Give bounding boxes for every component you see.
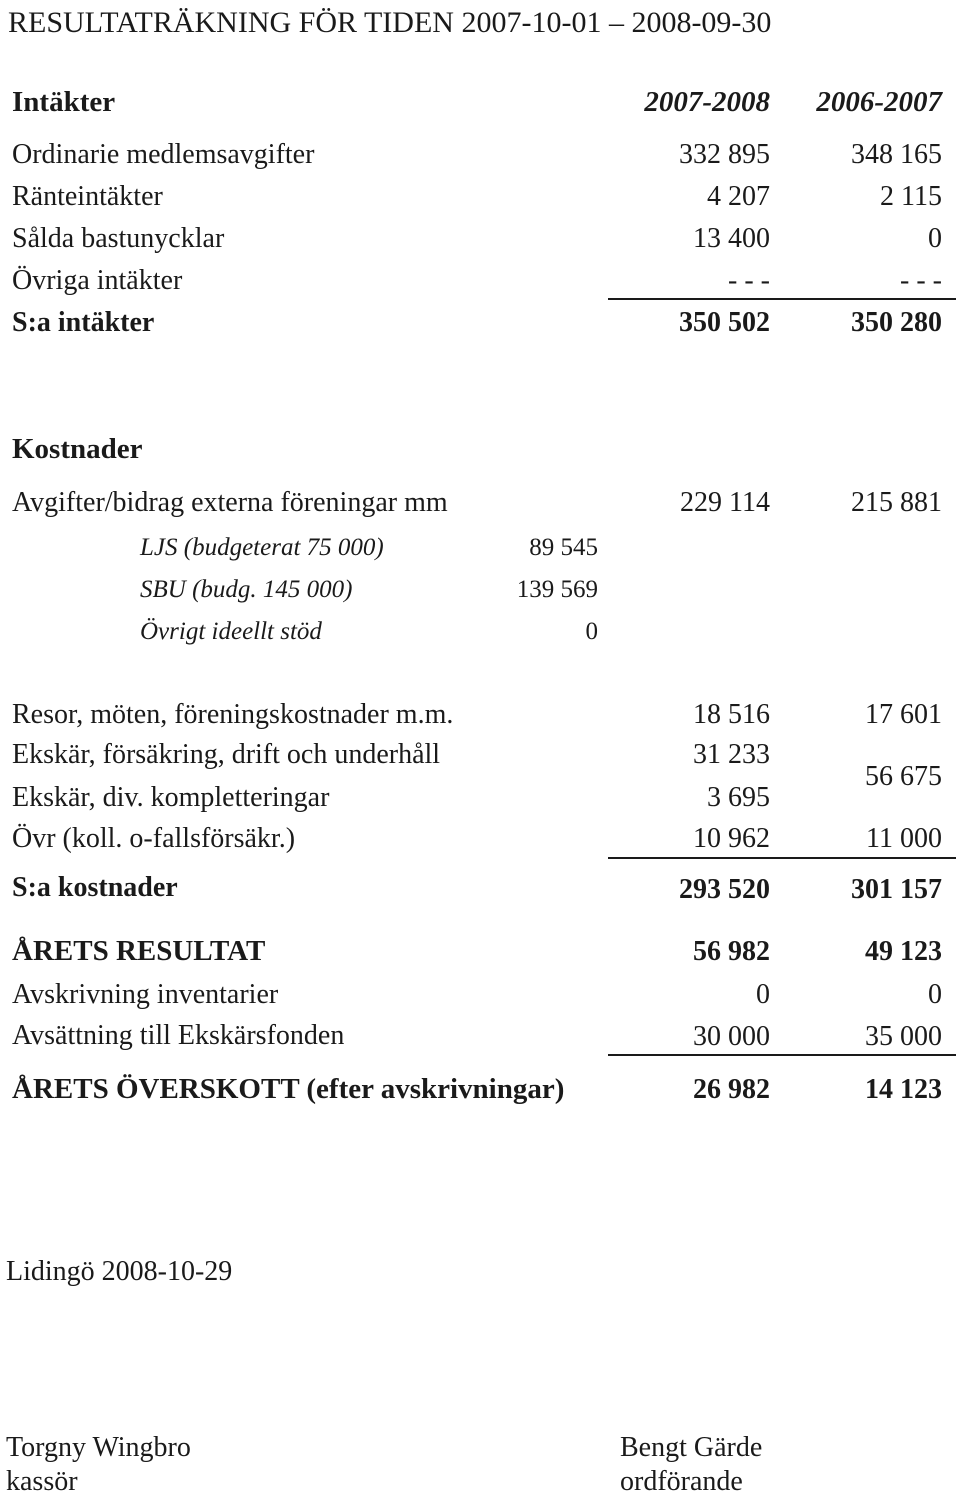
cost-row-label: Avgifter/bidrag externa föreningar mm (12, 487, 448, 518)
income-row-value-current: 13 400 (693, 223, 770, 254)
divider-line (608, 857, 956, 859)
cost-row-label: Ekskär, div. kompletteringar (12, 782, 330, 813)
costs-total-previous: 301 157 (851, 874, 942, 905)
divider-line (608, 298, 956, 300)
result-label: ÅRETS RESULTAT (12, 935, 266, 967)
income-row-value-current: 4 207 (707, 181, 770, 212)
surplus-label: ÅRETS ÖVERSKOTT (efter avskrivningar) (12, 1073, 565, 1105)
income-row-label: Övriga intäkter (12, 265, 183, 296)
allocation-current: 30 000 (693, 1021, 770, 1052)
breakdown-label: SBU (budg. 145 000) (140, 576, 353, 603)
cost-row-value-current: 229 114 (680, 487, 770, 518)
cost-row-value-previous: 11 000 (866, 823, 942, 854)
breakdown-label: LJS (budgeterat 75 000) (140, 534, 384, 561)
signer-role: kassör (6, 1466, 78, 1497)
allocation-previous: 35 000 (865, 1021, 942, 1052)
result-current: 56 982 (693, 936, 770, 967)
cost-row-label: Ekskär, försäkring, drift och underhåll (12, 739, 441, 770)
income-row-label: Ränteintäkter (12, 181, 163, 212)
income-row-value-previous: 348 165 (851, 139, 942, 170)
breakdown-value: 139 569 (516, 576, 598, 603)
depreciation-current: 0 (756, 979, 770, 1010)
cost-row-value-previous: 215 881 (851, 487, 942, 518)
income-total-label: S:a intäkter (12, 307, 155, 338)
income-row-value-current: - - - (728, 265, 770, 296)
ekskar-combined-previous: 56 675 (865, 761, 942, 792)
cost-row-label: Övr (koll. o-fallsförsäkr.) (12, 823, 296, 854)
cost-row-value-current: 3 695 (707, 782, 770, 813)
income-row-value-previous: 0 (928, 223, 942, 254)
cost-row-value-current: 18 516 (693, 699, 770, 730)
depreciation-label: Avskrivning inventarier (12, 979, 279, 1010)
column-header-2006-2007: 2006-2007 (816, 86, 942, 118)
breakdown-label: Övrigt ideellt stöd (140, 618, 322, 645)
divider-line (608, 1054, 956, 1056)
breakdown-value: 89 545 (529, 534, 598, 561)
costs-heading: Kostnader (12, 433, 143, 465)
income-row-value-current: 332 895 (679, 139, 770, 170)
result-previous: 49 123 (865, 936, 942, 967)
place-date: Lidingö 2008-10-29 (6, 1256, 233, 1287)
income-total-current: 350 502 (679, 307, 770, 338)
signer-name: Torgny Wingbro (6, 1432, 191, 1463)
costs-total-label: S:a kostnader (12, 872, 178, 903)
signer-role: ordförande (620, 1466, 743, 1497)
breakdown-value: 0 (585, 618, 598, 645)
costs-total-current: 293 520 (679, 874, 770, 905)
surplus-current: 26 982 (693, 1074, 770, 1105)
cost-row-value-current: 10 962 (693, 823, 770, 854)
allocation-label: Avsättning till Ekskärsfonden (12, 1020, 345, 1051)
cost-row-label: Resor, möten, föreningskostnader m.m. (12, 699, 454, 730)
depreciation-previous: 0 (928, 979, 942, 1010)
column-header-2007-2008: 2007-2008 (644, 86, 770, 118)
income-total-previous: 350 280 (851, 307, 942, 338)
income-row-label: Ordinarie medlemsavgifter (12, 139, 315, 170)
income-row-value-previous: 2 115 (880, 181, 942, 212)
page-title: RESULTATRÄKNING FÖR TIDEN 2007-10-01 – 2008-09-30 (8, 6, 772, 39)
income-heading: Intäkter (12, 86, 116, 118)
cost-row-value-current: 31 233 (693, 739, 770, 770)
signer-name: Bengt Gärde (620, 1432, 763, 1463)
income-row-label: Sålda bastunycklar (12, 223, 225, 254)
surplus-previous: 14 123 (865, 1074, 942, 1105)
income-row-value-previous: - - - (900, 265, 942, 296)
cost-row-value-previous: 17 601 (865, 699, 942, 730)
